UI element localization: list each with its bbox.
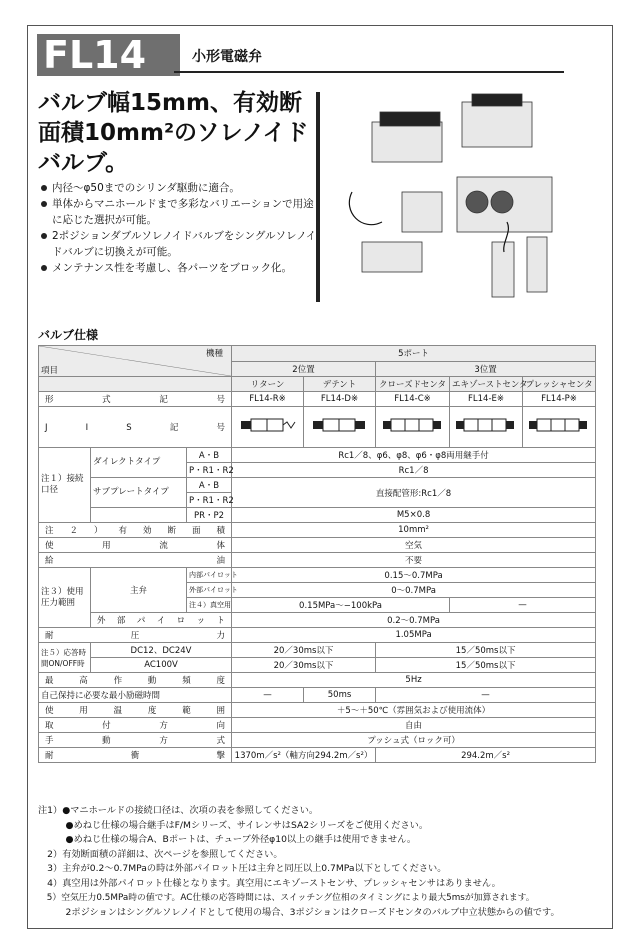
jis-symbol <box>523 407 596 448</box>
proof-value: 1.05MPa <box>232 628 596 643</box>
row-label: 最 高 作 動 頻 度 <box>39 673 232 688</box>
exc-value: — <box>232 688 304 703</box>
dc-label: DC12、DC24V <box>91 643 232 658</box>
area-value: 10mm² <box>232 523 596 538</box>
feature-item: 単体からマニホールドまで多彩なバリエーションで用途に応じた選択が可能。 <box>38 196 323 228</box>
main-valve-label: 主弁 <box>91 568 187 613</box>
port-prp: PR・P2 <box>187 508 232 523</box>
port-pr: P・R1・R2 <box>187 463 232 478</box>
ext-pilot-value: 0.2～0.7MPa <box>232 613 596 628</box>
external-pilot-value: 0～0.7MPa <box>232 583 596 598</box>
header-2pos: 2位置 <box>232 361 376 377</box>
header-3pos: 3位置 <box>376 361 596 377</box>
header-item: 項目 <box>41 366 59 376</box>
feature-item: 内径～φ50までのシリンダ駆動に適合。 <box>38 180 323 196</box>
response-2pos: 20／30ms以下 <box>232 658 376 673</box>
headline-line: 面積10mm²のソレノイド <box>38 120 309 146</box>
direct-ab-value: Rc1／8、φ6、φ8、φ6・φ8両用継手付 <box>232 448 596 463</box>
exc-value: — <box>376 688 596 703</box>
temp-value: ＋5～＋50℃（雰囲気および使用流体） <box>232 703 596 718</box>
table-corner <box>39 346 232 377</box>
model-code: FL14-P※ <box>523 392 596 407</box>
row-label: 耐 衝 撃 <box>39 748 232 763</box>
manual-value: プッシュ式（ロック可） <box>232 733 596 748</box>
port-ab: A・B <box>187 448 232 463</box>
oil-value: 不要 <box>232 553 596 568</box>
col-header: デテント <box>304 377 376 392</box>
row-label: 使 用 温 度 範 囲 <box>39 703 232 718</box>
headline-line: バルブ幅15mm、有効断 <box>38 90 302 116</box>
jis-symbol <box>450 407 523 448</box>
internal-pilot-value: 0.15～0.7MPa <box>232 568 596 583</box>
footnote: 注1）●マニホールドの接続口径は、次項の表を参照してください。 <box>38 805 319 816</box>
note5-label: 注５）応答時間ON/OFF時 <box>39 643 91 673</box>
row-label: 使 用 流 体 <box>39 538 232 553</box>
fluid-value: 空気 <box>232 538 596 553</box>
footnote: ●めねじ仕様の場合継手はF/Mシリーズ、サイレンサはSA2シリーズをご使用ください。 <box>38 819 429 831</box>
feature-list <box>38 180 323 276</box>
jis-symbol <box>232 407 304 448</box>
title-rule <box>174 71 564 73</box>
headline-line: バルブ。 <box>38 150 129 176</box>
row-label: 給 油 <box>39 553 232 568</box>
vacuum-value-na: — <box>450 598 596 613</box>
mount-value: 自由 <box>232 718 596 733</box>
col-header: エキゾーストセンタ <box>450 377 523 392</box>
footnote: 2ポジションはシングルソレノイドとして使用の場合、3ポジションはクローズドセンタのバルブ中立状態からの値です。 <box>38 906 560 918</box>
row-label: 注２）有効断面積 <box>39 523 232 538</box>
model-code: FL14-D※ <box>304 392 376 407</box>
col-header: クローズドセンタ <box>376 377 450 392</box>
exc-value: 50ms <box>304 688 376 703</box>
subplate-value: 直接配管形:Rc1／8 <box>232 478 596 508</box>
footnote: 3）主弁が0.2～0.7MPaの時は外部パイロット圧は主弁と同圧以上0.7MPa以下としてください。 <box>38 863 447 874</box>
model-code: FL14-C※ <box>376 392 450 407</box>
footnote: 2）有効断面積の詳細は、次ページを参照してください。 <box>38 848 283 860</box>
freq-value: 5Hz <box>232 673 596 688</box>
spec-table <box>38 345 596 763</box>
model-code: FL14-R※ <box>232 392 304 407</box>
col-header: プレッシャセンタ <box>523 377 596 392</box>
header-5port: 5ポート <box>232 346 596 362</box>
subplate-type: サブプレートタイプ <box>91 478 187 508</box>
port-ab: A・B <box>187 478 232 493</box>
feature-item: 2ポジションダブルソレノイドバルブをシングルソレノイドバルブに切換えが可能。 <box>38 228 323 260</box>
product-subtitle: 小形電磁弁 <box>192 49 262 65</box>
vacuum-label: 注４）真空用 <box>187 598 232 613</box>
row-label: 形 式 記 号 <box>39 392 232 407</box>
prp-value: M5×0.8 <box>232 508 596 523</box>
direct-type: ダイレクトタイプ <box>91 448 187 478</box>
note1-label: 注１）接続口径 <box>39 448 91 523</box>
col-header: リターン <box>232 377 304 392</box>
footnotes <box>38 804 598 920</box>
direct-pr-value: Rc1／8 <box>232 463 596 478</box>
footnote: 4）真空用は外部パイロット仕様となります。真空用にエキゾーストセンサ、プレッシャセンサはありません。 <box>38 877 501 889</box>
model-code: FL14-E※ <box>450 392 523 407</box>
section-title: バルブ仕様 <box>38 328 99 342</box>
ac-label: AC100V <box>91 658 232 673</box>
port-pr: P・R1・R2 <box>187 493 232 508</box>
response-3pos: 15／50ms以下 <box>376 658 596 673</box>
response-3pos: 15／50ms以下 <box>376 643 596 658</box>
jis-symbol <box>376 407 450 448</box>
note3-label: 注３）使用圧力範囲 <box>39 568 91 628</box>
external-pilot-label: 外部パイロット <box>187 583 232 598</box>
row-label: 取 付 方 向 <box>39 718 232 733</box>
blank-cell <box>91 508 187 523</box>
row-label: 外 部 パ イ ロ ッ ト <box>91 613 232 628</box>
footnote: 5）空気圧力0.5MPa時の値です。AC仕様の応答時間には、スイッチング位相のタイミングにより最大5msが加算されます。 <box>38 893 535 903</box>
row-label: 自己保持に必要な最小励磁時間 <box>39 688 232 703</box>
feature-item: メンテナンス性を考慮し、各パーツをブロック化。 <box>38 260 323 276</box>
headline <box>38 88 323 178</box>
response-2pos: 20／30ms以下 <box>232 643 376 658</box>
vacuum-value: 0.15MPa～−100kPa <box>232 598 450 613</box>
product-photo <box>332 92 572 302</box>
shock-value: 1370m／s²（軸方向294.2m／s²） <box>232 748 376 763</box>
header-model: 機種 <box>206 349 224 359</box>
footnote: ●めねじ仕様の場合A、Bポートは、チューブ外径φ10以上の継手は使用できません。 <box>38 834 417 845</box>
header-blank <box>39 377 232 392</box>
shock-value: 294.2m／s² <box>376 748 596 763</box>
internal-pilot-label: 内部パイロット <box>187 568 232 583</box>
row-label: 耐 圧 力 <box>39 628 232 643</box>
product-title: FL14 <box>37 34 180 76</box>
row-label: 手 動 方 式 <box>39 733 232 748</box>
row-label: J I S 記 号 <box>39 407 232 448</box>
jis-symbol <box>304 407 376 448</box>
